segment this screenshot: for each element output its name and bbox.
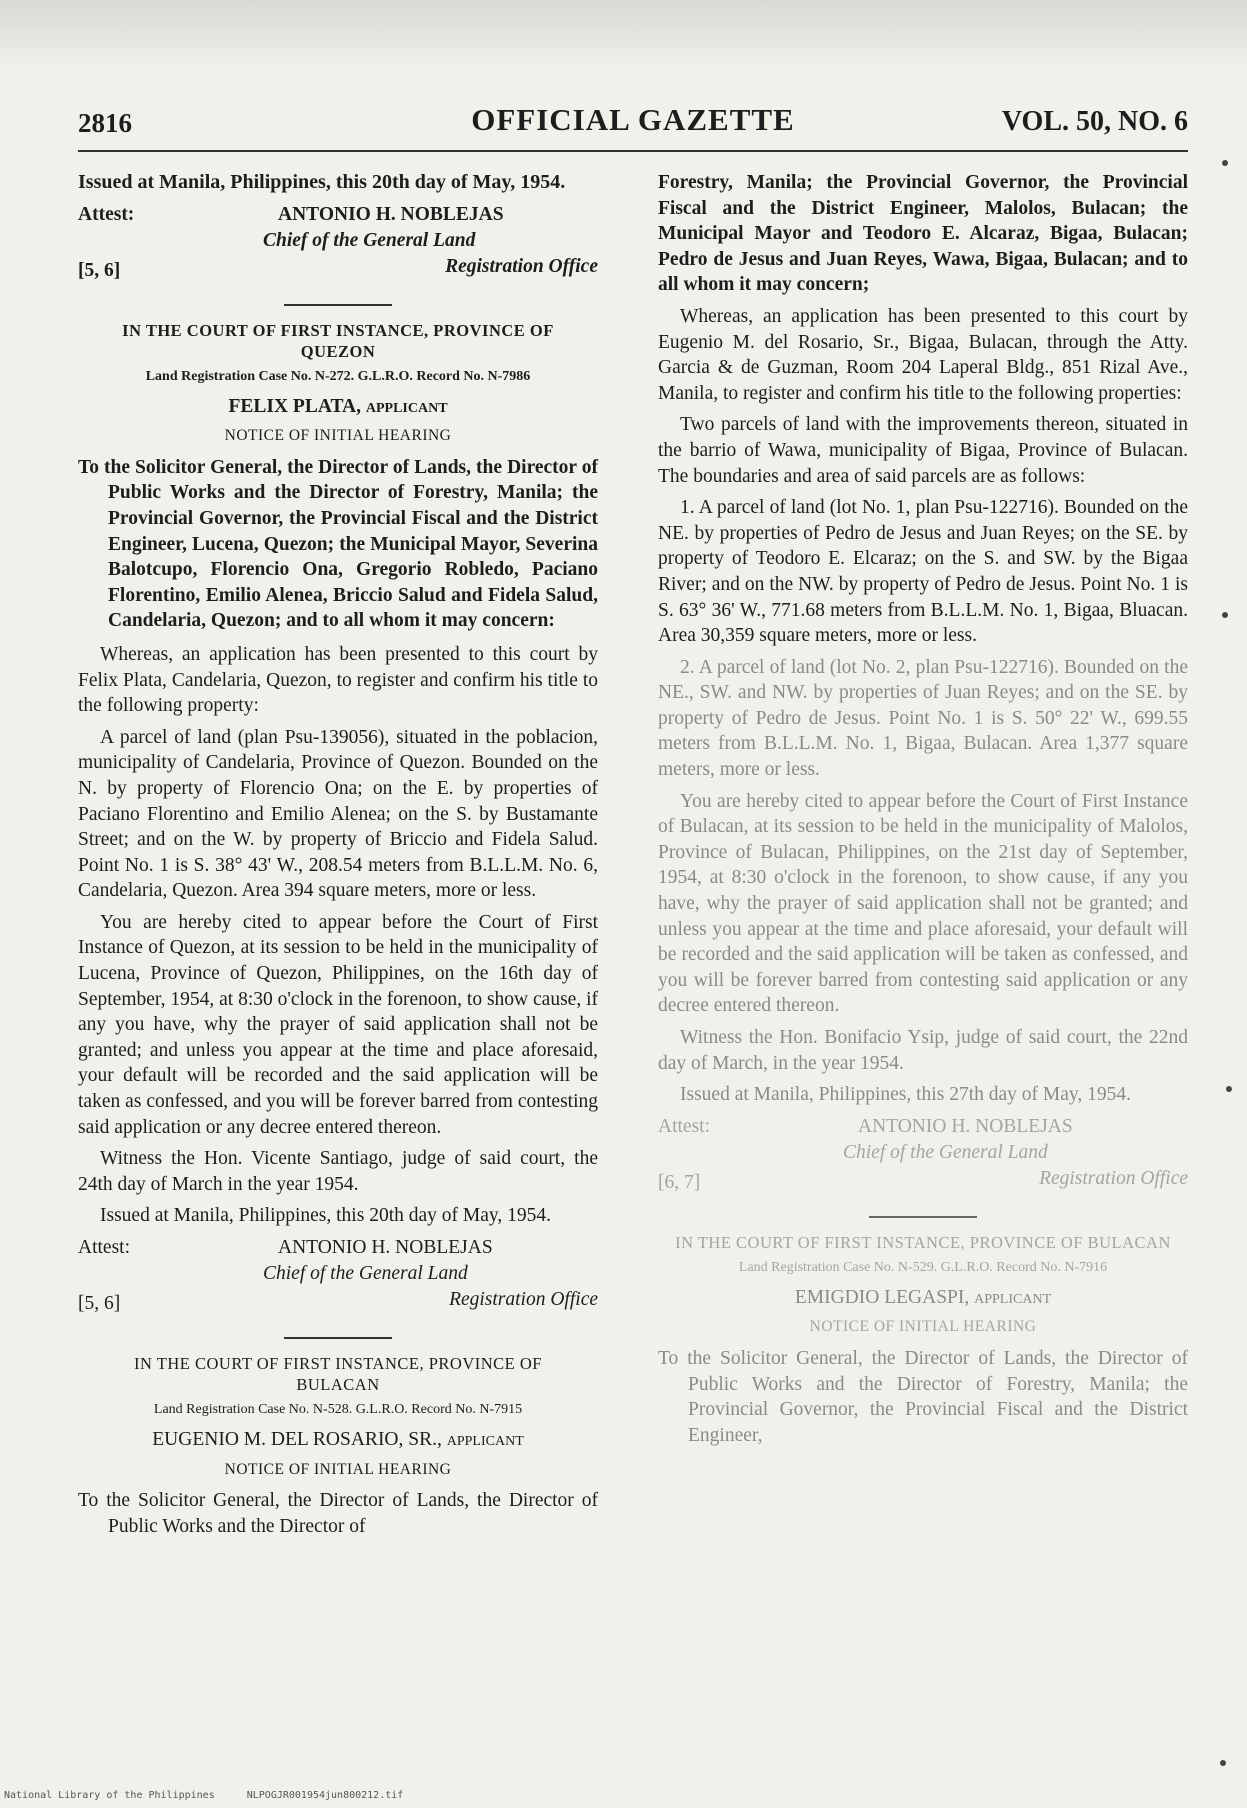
attest-title: Registration Office: [445, 255, 598, 277]
whereas-paragraph: Whereas, an application has been presented to this court by Felix Plata, Candelaria, Quezon, to register and confirm his title to the following property:: [78, 643, 598, 717]
header-rule: [78, 150, 1188, 152]
court-heading: IN THE COURT OF FIRST INSTANCE, PROVINCE OF BULACAN: [134, 1354, 542, 1394]
attest-title: Chief of the General Land: [843, 1141, 1048, 1163]
issue-reference: [6, 7]: [658, 1171, 701, 1193]
file-name: NLPOGJR001954jun800212.tif: [246, 1790, 404, 1801]
case-number: Land Registration Case No. N-528. G.L.R.O. Record No. N-7915: [153, 1402, 523, 1417]
parcel-description: 2. A parcel of land (lot No. 2, plan Psu-122716). Bounded on the NE., SW. and NW. by properties of Juan Reyes; and on the SE. by property of Pedro de Jesus. Point No. 1 is S. 50° 22' W., 699.55 meters from B.L.L.M. No. 1, Bigaa, Bulacan. Area 1,377 square meters, more or less.: [658, 656, 1188, 781]
scan-speck: [1226, 1086, 1232, 1092]
issued-line: Issued at Manila, Philippines, this 20th day of May, 1954.: [100, 1205, 551, 1227]
volume-number: VOL. 50, NO. 6: [1001, 106, 1188, 137]
scan-footer: [4, 1790, 429, 1801]
addressees: To the Solicitor General, the Director of Lands, the Director of Public Works and the Director of Forestry, Manila; the Provincial Governor, the Provincial Fiscal and the District Engineer,: [658, 1347, 1188, 1446]
case-number: Land Registration Case No. N-272. G.L.R.O. Record No. N-7986: [145, 368, 531, 384]
scan-speck: [1222, 612, 1228, 618]
whereas-paragraph: Whereas, an application has been presented to this court by Eugenio M. del Rosario, Sr., Bigaa, Bulacan, through the Atty. Garcia & de Guzman, Room 204 Laperal Bldg., 851 Rizal Ave., Manila, to register and confirm his title to the following properties:: [658, 305, 1188, 404]
notice-heading: NOTICE OF INITIAL HEARING: [809, 1318, 1037, 1336]
addressees: To the Solicitor General, the Director of Lands, the Director of Public Works and the Director of: [78, 1490, 598, 1537]
case-number: Land Registration Case No. N-529. G.L.R.O. Record No. N-7916: [738, 1259, 1108, 1275]
attest-label: Attest:: [78, 1237, 130, 1258]
parcels-intro: Two parcels of land with the improvements thereon, situated in the barrio of Wawa, municipality of Bigaa, Province of Bulacan. The boundaries and area of said parcels are as follows:: [658, 414, 1188, 487]
witness-paragraph: Witness the Hon. Bonifacio Ysip, judge of said court, the 22nd day of March, in the year 1954.: [658, 1027, 1188, 1074]
attest-title: Chief of the General Land: [263, 1263, 468, 1284]
page-header: [78, 100, 1188, 146]
left-column: [78, 170, 598, 1547]
addressees: To the Solicitor General, the Director of Lands, the Director of Public Works and the Director of Forestry, Manila; the Provincial Governor, the Provincial Fiscal and the District Engineer, Lucena, Quezon; the Municipal Mayor, Severina Balotcupo, Florencio Ona, Gregorio Robledo, Paciano Florentino, Emilio Alenea, Briccio Salud and Fidela Salud, Candelaria, Quezon; and to all whom it may concern:: [78, 456, 598, 632]
library-credit: National Library of the Philippines: [4, 1790, 215, 1801]
attest-title: Chief of the General Land: [263, 229, 476, 251]
court-heading: IN THE COURT OF FIRST INSTANCE, PROVINCE OF QUEZON: [122, 320, 554, 361]
applicant-name: EUGENIO M. DEL ROSARIO, SR., applicant: [152, 1429, 524, 1450]
notice-heading: NOTICE OF INITIAL HEARING: [224, 1460, 452, 1478]
scan-speck: [1222, 160, 1228, 166]
page-number: 2816: [78, 108, 132, 138]
section-divider: [869, 1216, 977, 1218]
court-heading: IN THE COURT OF FIRST INSTANCE, PROVINCE OF BULACAN: [675, 1232, 1171, 1252]
issue-reference: [5, 6]: [78, 1293, 121, 1314]
attest-title: Registration Office: [449, 1289, 598, 1310]
section-divider: [284, 1337, 392, 1339]
witness-paragraph: Witness the Hon. Vicente Santiago, judge of said court, the 24th day of March in the year 1954.: [78, 1148, 598, 1195]
parcel-description: A parcel of land (plan Psu-139056), situated in the poblacion, municipality of Candelaria, Province of Quezon. Bounded on the N. by property of Florencio Ona; on the E. by properties of Paciano Florentino and Emilio Alenea; on the S. by Bustamante Street; and on the W. by property of Briccio and Fidela Salud. Point No. 1 is S. 38° 43' W., 208.54 meters from B.L.L.M. No. 6, Candelaria, Quezon. Area 394 square meters, more or less.: [78, 726, 598, 902]
right-column: [658, 170, 1188, 1456]
issue-reference: [5, 6]: [78, 259, 121, 281]
citation-paragraph: You are hereby cited to appear before the Court of First Instance of Bulacan, at its session to be held in the municipality of Malolos, Province of Bulacan, Philippines, on the 21st day of September, 1954, at 8:30 o'clock in the forenoon, to show cause, if any you have, why the prayer of said application shall not be granted; and unless you appear at the time and place aforesaid, your default will be recorded and the said application will be taken as confessed, and you will be forever barred from contesting said application or any decree entered thereon.: [658, 790, 1188, 1017]
applicant-name: EMIGDIO LEGASPI, applicant: [794, 1286, 1052, 1308]
issued-line: Issued at Manila, Philippines, this 27th day of May, 1954.: [680, 1084, 1131, 1106]
citation-paragraph: You are hereby cited to appear before the Court of First Instance of Quezon, at its session to be held in the municipality of Lucena, Province of Quezon, Philippines, on the 16th day of September, 1954, at 8:30 o'clock in the forenoon, to show cause, if any you have, why the prayer of said application shall not be granted; and unless you appear at the time and place aforesaid, your default will be recorded and the said application will be taken as confessed, and you will be forever barred from contesting said application or any decree entered thereon.: [78, 911, 598, 1138]
scan-shadow: [0, 0, 1247, 70]
attest-label: Attest:: [78, 203, 135, 225]
attest-name: ANTONIO H. NOBLEJAS: [278, 203, 504, 225]
scan-speck: [1220, 1760, 1226, 1766]
attest-label: Attest:: [658, 1115, 710, 1137]
issued-line: Issued at Manila, Philippines, this 20th day of May, 1954.: [78, 171, 566, 193]
applicant-name: FELIX PLATA, applicant: [228, 395, 448, 417]
section-divider: [284, 304, 392, 306]
attest-name: ANTONIO H. NOBLEJAS: [278, 1237, 493, 1258]
notice-heading: NOTICE OF INITIAL HEARING: [224, 427, 452, 445]
parcel-description: 1. A parcel of land (lot No. 1, plan Psu-122716). Bounded on the NE. by properties of Pedro de Jesus and Juan Reyes; on the SE. by property of Teodoro E. Elcaraz; on the S. and SW. by the Bigaa River; and on the NW. by property of Pedro de Jesus. Point No. 1 is S. 63° 36' W., 771.68 meters from B.L.L.M. No. 1, Bigaa, Bluacan. Area 30,359 square meters, more or less.: [658, 497, 1188, 647]
addressees-continued: Forestry, Manila; the Provincial Governor, the Provincial Fiscal and the District Engineer, Malolos, Bulacan; the Municipal Mayor and Teodoro E. Alcaraz, Bigaa, Bulacan; Pedro de Jesus and Juan Reyes, Wawa, Bigaa, Bulacan; and to all whom it may concern;: [658, 172, 1188, 296]
attest-name: ANTONIO H. NOBLEJAS: [858, 1115, 1073, 1137]
attestation: [658, 1114, 1188, 1208]
attest-title: Registration Office: [1039, 1167, 1188, 1189]
publication-title: OFFICIAL GAZETTE: [471, 102, 795, 137]
attestation: [78, 1235, 598, 1329]
attestation: [78, 202, 598, 296]
